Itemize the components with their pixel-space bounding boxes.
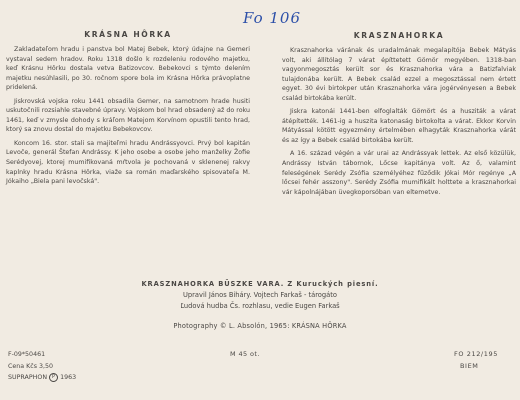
label-name: SUPRAPHON: [8, 374, 48, 381]
left-paragraph: Koncom 16. stor. stali sa majiteľmi hradu Andrássyovci. Prvý bol kapitán Levoče, generál Štefan Andrássy. K jeho osobe a osobe jeho manželky Žofie Serédyovej, ktorej mumifikovaná mŕtvola je pochovaná v sklenenej rakvy kaplnky hradu Krásna Hôrka, viaže sa román maďarského spisovateľa M. Jókaiho „Biela pani levočská".: [6, 139, 250, 186]
biem-mark: BIEM: [460, 361, 479, 370]
right-column-title: KRASZNAHORKA: [353, 31, 445, 40]
photography-credit: Photography © L. Absolón, 1965: KRÁSNA HÔRKA: [173, 322, 347, 330]
fo-code: FO 212/195: [454, 350, 498, 358]
left-paragraph: Jiskrovská vojska roku 1441 obsadila Gemer, na samotnom hrade husiti uskutočnili rozsiahle stavebné úpravy. Vojskom bol hrad obsadený až do roku 1461, keď v zmysle dohody s kráľom Matejom Korvínom opustili tento hrad, ktorý sa znovu dostal do majetku Bebekovcov.: [6, 97, 250, 134]
label-year: 1963: [60, 374, 77, 381]
right-paragraph: Jiskra katonái 1441-ben elfoglalták Gömört és a husziták a várat átépítették. 1461-ig a huszita katonaság birtokolta a várat. Ekkor Korvin Mátyással kötött egyezmény értelmében elhagyták Krasznahorka várát és az így a Bebek család birtokába került.: [282, 108, 516, 144]
right-paragraph: Krasznahorka várának és uradalmának megalapítója Bebek Mátyás volt, aki állítólag 7 várat építtetett Gömör megyében. 1318-ban vagyonmegosztás került sor és Krasznahorka vára a Batizfalviak tulajdonába került. A Bebek család ezzel a megosztással nem értett egyet. 30 évi birtokper után Krasznahorka vára jogérvényesen a Bebek család birtokába került.: [282, 47, 516, 102]
left-column-title: KRÁSNA HÔRKA: [84, 30, 172, 39]
label-line: [8, 372, 76, 384]
hungarian-text-column: [282, 30, 516, 201]
record-credits: [0, 279, 520, 312]
handwritten-note: Fo 106: [243, 9, 302, 27]
record-performers: Ľudová hudba Čs. rozhlasu, vedie Eugen Farkaš: [180, 302, 340, 310]
record-arranger: Upravil János Biháry. Vojtech Farkaš - tárogáto: [183, 291, 337, 299]
record-title: KRASZNAHORKA BÜSZKE VARA. Z Kuruckých piesní.: [141, 280, 379, 288]
catalog-info: [8, 349, 76, 384]
matrix-code: M 45 ot.: [230, 350, 260, 358]
right-paragraph: A 16. század végén a vár urai az Andrássyak lettek. Az első közülük, Andrássy István tábornok, Lőcse kapitánya volt. Az ő, valamint feleségének Serédy Zsófia személyéhez fűződik Jókai Mór regénye „A lőcsei fehér asszony". Serédy Zsófia mumifikált holttete a krasznahorkai vár kápolnájában üvegkoporsóban van eltemetve.: [282, 150, 516, 196]
catalog-number: F-09*50461: [8, 351, 46, 358]
phonogram-p-mark: P: [49, 373, 58, 382]
left-paragraph: Zakladateľom hradu i panstva bol Matej Bebek, ktorý údajne na Gemeri vystaval sedem hradov. Roku 1318 došlo k rozdeleniu rodového majetku, keď Krásnu Hôrku dostala vetva Batizovcov. Bebekovci s týmto delením majetku nesúhlasili, po 30. ročnom spore bola im Krásna Hôrka právoplatne pridelená.: [6, 46, 250, 92]
price: Cena Kčs 3,50: [8, 362, 54, 370]
slovak-text-column: [6, 30, 250, 191]
right-codes: [454, 349, 498, 372]
